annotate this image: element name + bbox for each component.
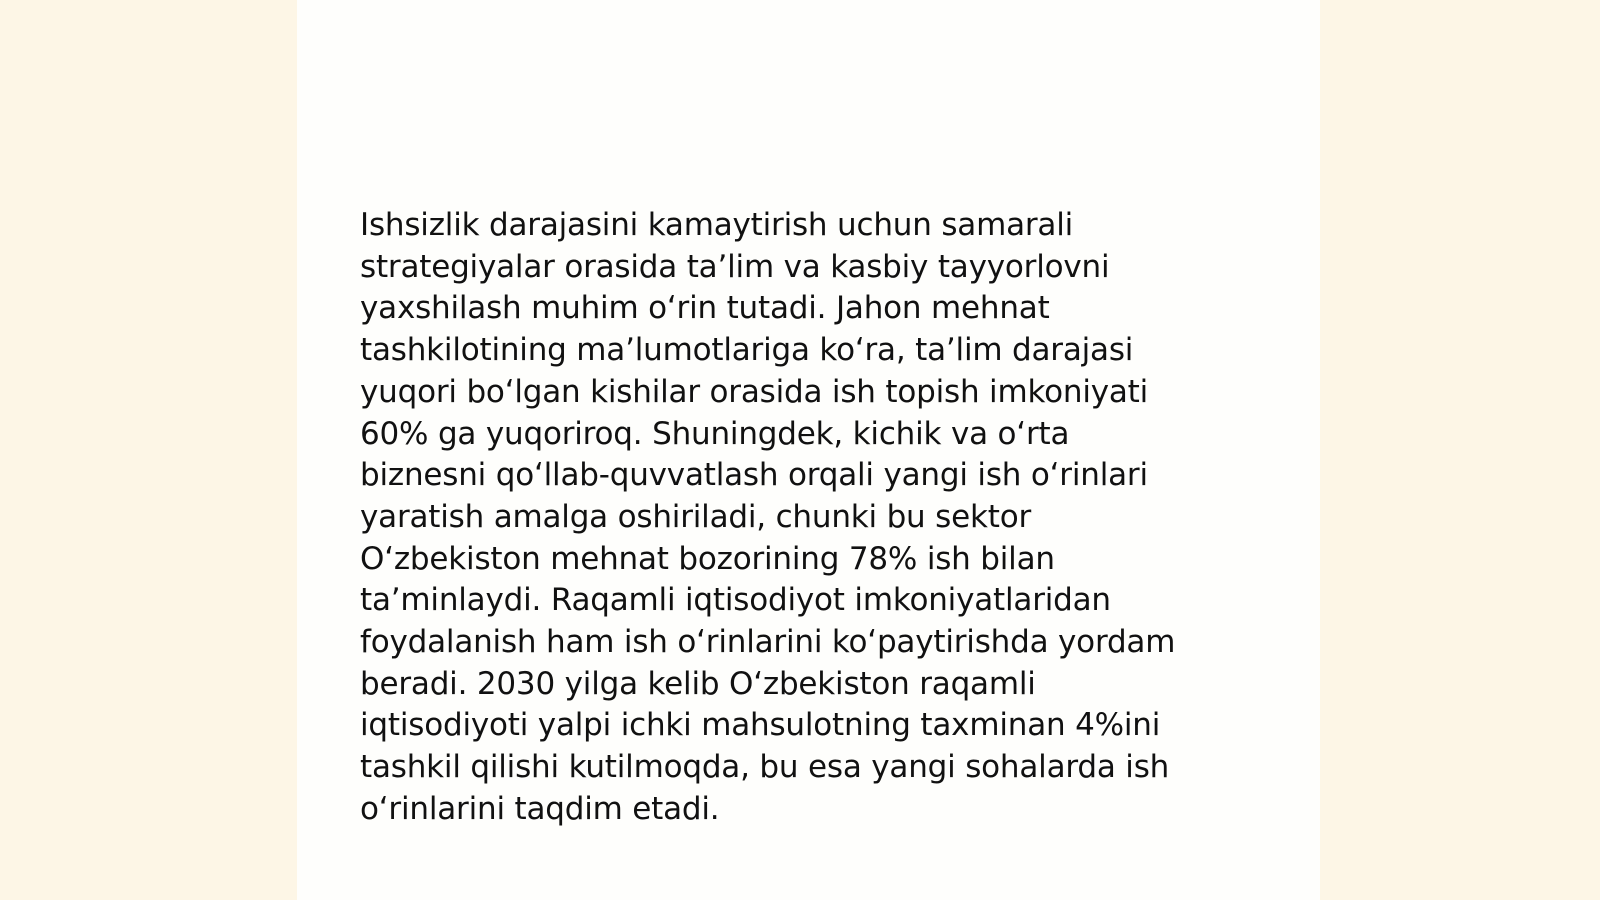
document-page: [297, 0, 1320, 900]
body-paragraph: Ishsizlik darajasini kamaytirish uchun samarali strategiyalar orasida ta’lim va kasbiy tayyorlovni yaxshilash muhim o‘rin tutadi. Jahon mehnat tashkilotining ma’lumotlariga ko‘ra, ta’lim darajasi yuqori bo‘lgan kishilar orasida ish topish imkoniyati 60% ga yuqoriroq. Shuningdek, kichik va o‘rta biznesni qo‘llab-quvvatlash orqali yangi ish o‘rinlari yaratish amalga oshiriladi, chunki bu sektor O‘zbekiston mehnat bozorining 78% ish bilan ta’minlaydi. Raqamli iqtisodiyot imkoniyatlaridan foydalanish ham ish o‘rinlarini ko‘paytirishda yordam beradi. 2030 yilga kelib O‘zbekiston raqamli iqtisodiyoti yalpi ichki mahsulotning taxminan 4%ini tashkil qilishi kutilmoqda, bu esa yangi sohalarda ish o‘rinlarini taqdim etadi.: [360, 207, 1176, 827]
